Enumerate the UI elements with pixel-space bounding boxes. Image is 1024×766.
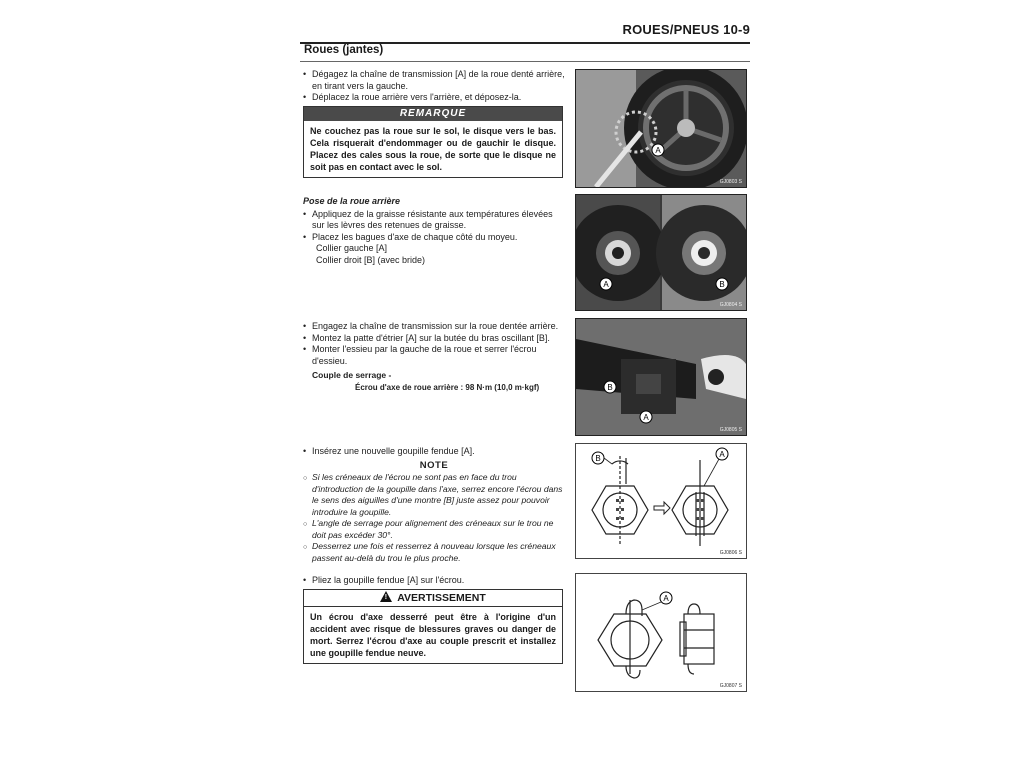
hub-collars-illustration [576,195,746,310]
fig5-callout-a: A [663,594,669,603]
fig2-code: GJ0804 S [719,302,742,308]
collar-left: Collier gauche [A] [316,243,388,253]
step-mount-caliper-bracket: • Montez la patte d'étrier [A] sur la butée du bras oscillant [B]. [303,333,565,345]
note-item-3: ○ Desserrez une fois et resserrez à nouveau lorsque les créneaux passent au-delà du trou le plus proche. [303,541,565,564]
fig5-code: GJ0807 S [719,683,742,689]
bent-pin-illustration [576,574,746,691]
warning-header [304,590,562,607]
fig4-code: GJ0806 S [719,550,742,556]
assembly-steps [303,321,565,393]
warning-text: Un écrou d'axe desserré peut être à l'origine d'un accident avec risque de blessures graves ou danger de mort. Serrez l'écrou d'axe au couple prescrit et installez une goupille fendue neuve. [310,612,556,658]
bend-pin-step [303,575,565,587]
page-title: ROUES/PNEUS 10-9 [622,22,750,37]
fig1-callout-a: A [655,146,661,155]
section-rule [300,61,750,62]
step-remove-wheel: • Déplacez la roue arrière vers l'arrière, et déposez-la. [303,92,565,104]
nut-alignment-illustration [576,444,746,558]
section-title: Roues (jantes) [304,44,384,56]
fig2-callout-a: A [603,280,609,289]
torque-value: Écrou d'axe de roue arrière : 98 N·m (10,0 m·kgf) [355,382,540,392]
step-mount-axle: • Monter l'essieu par la gauche de la roue et serrer l'écrou d'essieu. [303,344,565,367]
torque-label: Couple de serrage - [312,370,392,380]
step-engage-chain: • Engagez la chaîne de transmission sur la roue dentée arrière. [303,321,565,333]
fig4-callout-a: A [719,450,725,459]
fig4-callout-b: B [595,454,601,463]
figure-bent-pin-diagram [575,573,747,692]
note-item-1: ○ Si les créneaux de l'écrou ne sont pas en face du trou d'introduction de la goupille dans l'axe, serrez encore l'écrou dans le sens des aiguilles d'une montre [B] juste assez pour pouvoir introduire la goupille. [303,472,565,518]
axle-illustration [576,319,746,435]
figure-axle-photo [575,318,747,436]
fig3-callout-b: B [607,383,613,392]
step-place-collars: • Placez les bagues d'axe de chaque côté du moyeu. [303,232,565,244]
removal-steps [303,69,565,104]
installation-heading: Pose de la roue arrière [303,196,401,206]
step-insert-cotter-pin: • Insérez une nouvelle goupille fendue [A]. [303,446,565,458]
rear-wheel-illustration [576,70,746,187]
figure-hub-collars-photo [575,194,747,311]
warning-box [303,589,563,664]
installation-steps [303,196,565,266]
note-item-2: ○ L'angle de serrage pour alignement des créneaux sur le trou ne doit pas excéder 30°. [303,518,565,541]
step-disengage-chain: • Dégagez la chaîne de transmission [A] de la roue denté arrière, en tirant vers la gauche. [303,69,565,92]
remarque-box [303,106,563,178]
remarque-title: REMARQUE [304,107,562,121]
fig3-callout-a: A [643,413,649,422]
collar-right: Collier droit [B] (avec bride) [316,254,426,265]
step-bend-cotter-pin: • Pliez la goupille fendue [A] sur l'écrou. [303,575,565,587]
remarque-text: Ne couchez pas la roue sur le sol, le disque vers le bas. Cela risquerait d'endommager ou de gauchir le disque. Placez des cales sous la roue, de sorte que le disque ne soit pas en contact avec le sol. [310,126,556,172]
note-title: NOTE [419,459,449,471]
cotter-pin-steps [303,446,565,565]
fig1-code: GJ0803 S [719,179,742,185]
step-apply-grease: • Appliquez de la graisse résistante aux températures élevées sur les lèvres des retenues de graisse. [303,209,565,232]
warning-title: AVERTISSEMENT [397,592,486,604]
fig2-callout-b: B [719,280,725,289]
figure-rear-wheel-photo [575,69,747,188]
fig3-code: GJ0805 S [719,427,742,433]
figure-nut-alignment-diagram [575,443,747,559]
warning-triangle-icon: ! [380,591,392,602]
